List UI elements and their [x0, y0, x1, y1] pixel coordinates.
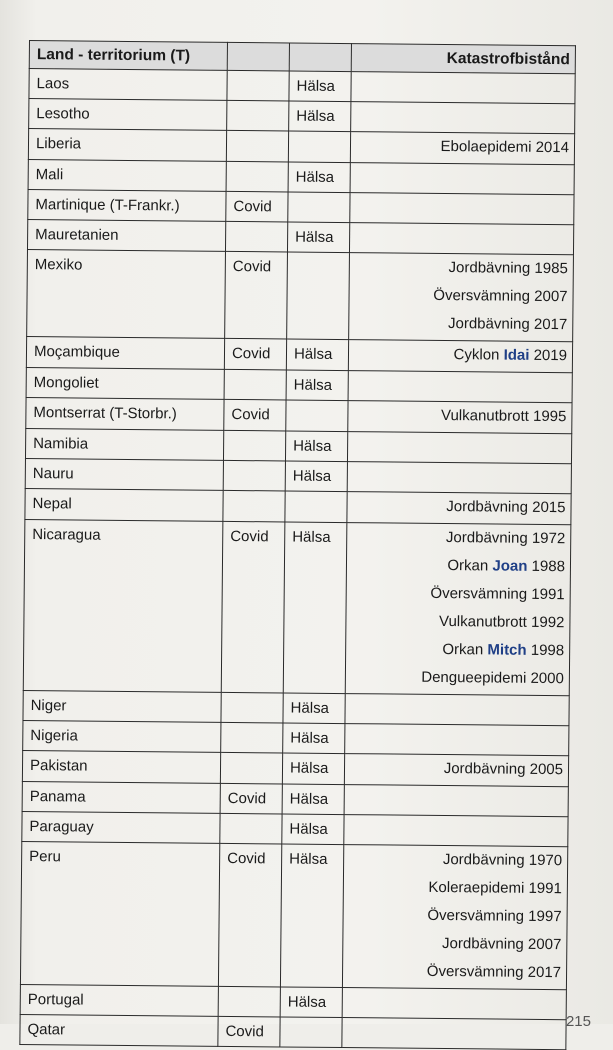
- covid-flag: Covid: [224, 338, 286, 370]
- event-text: Jordbävning 1985: [448, 259, 568, 278]
- country-name: Nigeria: [23, 720, 221, 752]
- country-name: Mali: [28, 159, 226, 191]
- disaster-event: [353, 607, 564, 637]
- country-name: Peru: [20, 841, 219, 986]
- storm-name: Joan: [492, 557, 528, 575]
- country-name: Moçambique: [26, 336, 224, 369]
- disaster-event: [351, 873, 562, 903]
- halsa-flag: Hälsa: [280, 987, 342, 1018]
- halsa-flag: Hälsa: [282, 784, 344, 815]
- country-name: Pakistan: [22, 750, 220, 783]
- country-name: Liberia: [28, 129, 226, 162]
- halsa-flag: Hälsa: [283, 723, 345, 754]
- disaster-event: [350, 901, 561, 931]
- header-land: Land - territorium (T): [29, 41, 227, 71]
- disaster-event: [354, 525, 565, 553]
- disaster-aid-cell: [347, 462, 571, 494]
- disaster-event: [355, 403, 566, 431]
- halsa-flag: Hälsa: [288, 162, 350, 193]
- halsa-flag: [287, 252, 350, 340]
- page-number: 215: [565, 1013, 591, 1030]
- disaster-aid-cell: [351, 102, 575, 134]
- event-text: Översvämning 2017: [426, 962, 562, 982]
- country-name: Laos: [29, 69, 227, 101]
- disaster-event: [351, 847, 562, 875]
- halsa-flag: Hälsa: [285, 461, 347, 492]
- header-halsa: [289, 43, 351, 72]
- event-text: Cyklon: [453, 346, 504, 364]
- disaster-aid-cell: [350, 163, 574, 195]
- disaster-event: [350, 929, 561, 959]
- disaster-aid-cell: [345, 523, 571, 696]
- halsa-flag: Hälsa: [282, 753, 344, 785]
- event-text: Dengueepidemi 2000: [421, 668, 564, 688]
- halsa-flag: [285, 491, 347, 523]
- header-katastrofbistand: Katastrofbistånd: [351, 44, 575, 74]
- disaster-aid-cell: [342, 1018, 566, 1050]
- header-covid: [227, 42, 289, 71]
- event-text: Jordbävning 2007: [441, 935, 562, 954]
- event-text: Översvämning 2007: [433, 286, 568, 306]
- covid-flag: Covid: [224, 399, 286, 431]
- country-name: Qatar: [20, 1014, 218, 1046]
- country-name: Paraguay: [22, 811, 220, 843]
- country-name: Lesotho: [29, 99, 227, 131]
- country-name: Montserrat (T-Storbr.): [26, 397, 224, 430]
- covid-flag: [223, 490, 285, 522]
- disaster-event: [356, 342, 567, 370]
- disaster-event: [354, 551, 565, 581]
- disaster-event: [354, 494, 565, 522]
- country-name: Panama: [22, 781, 220, 813]
- covid-flag: [220, 813, 282, 844]
- covid-flag: [220, 752, 282, 784]
- covid-flag: [223, 430, 285, 461]
- covid-flag: [226, 130, 288, 162]
- table-row: [20, 841, 567, 989]
- table-body: [20, 69, 575, 1050]
- event-text: Vulkanutbrott 1995: [440, 406, 567, 426]
- halsa-flag: Hälsa: [283, 693, 345, 724]
- country-name: Portugal: [20, 984, 218, 1016]
- country-name: Niger: [23, 690, 221, 722]
- disaster-event: [350, 957, 561, 987]
- event-text: Orkan: [447, 557, 493, 575]
- covid-flag: [221, 692, 283, 723]
- disaster-aid-cell: [344, 815, 568, 847]
- halsa-flag: [286, 400, 348, 432]
- disaster-aid-cell: [342, 845, 567, 990]
- halsa-flag: Hälsa: [286, 339, 348, 371]
- covid-flag: Covid: [218, 843, 281, 987]
- covid-flag: [218, 986, 280, 1017]
- covid-flag: [227, 70, 289, 101]
- disaster-event: [354, 579, 565, 609]
- covid-flag: [226, 161, 288, 192]
- storm-name: Mitch: [487, 641, 527, 659]
- event-year: 1998: [526, 641, 565, 660]
- event-text: Jordbävning 1972: [445, 529, 566, 548]
- table-row: [23, 519, 571, 695]
- disaster-event: [356, 309, 567, 339]
- disaster-aid-cell: [344, 785, 568, 817]
- table-row: [27, 249, 574, 341]
- disaster-aid-cell: [351, 72, 575, 104]
- country-name: Mongoliet: [26, 367, 224, 399]
- disaster-event: [356, 281, 567, 311]
- event-text: Jordbävning 2015: [446, 498, 566, 517]
- disaster-aid-cell: [345, 694, 569, 726]
- covid-flag: [223, 460, 285, 491]
- covid-flag: Covid: [220, 783, 282, 814]
- covid-flag: Covid: [221, 521, 285, 693]
- covid-flag: [221, 722, 283, 753]
- halsa-flag: Hälsa: [280, 844, 343, 988]
- event-text: Vulkanutbrott 1992: [438, 612, 565, 632]
- event-text: Jordbävning 2005: [443, 760, 564, 779]
- disaster-aid-cell: [348, 401, 572, 434]
- disaster-aid-cell: [349, 253, 574, 342]
- country-name: Mauretanien: [27, 219, 225, 251]
- halsa-flag: Hälsa: [289, 71, 351, 102]
- disaster-aid-cell: [350, 193, 574, 225]
- disaster-aid-cell: [342, 988, 566, 1020]
- halsa-flag: Hälsa: [285, 431, 347, 462]
- halsa-flag: Hälsa: [287, 222, 349, 253]
- event-text: Översvämning 1991: [430, 584, 565, 604]
- event-year: 2019: [529, 346, 568, 365]
- storm-name: Idai: [503, 346, 530, 364]
- event-year: 1988: [527, 557, 566, 576]
- country-name: Nauru: [25, 458, 223, 490]
- country-name: Mexiko: [27, 249, 226, 338]
- halsa-flag: Hälsa: [286, 370, 348, 401]
- halsa-flag: Hälsa: [283, 522, 347, 694]
- disaster-aid-cell: [347, 492, 571, 525]
- event-text: Orkan: [442, 640, 488, 659]
- halsa-flag: [288, 192, 350, 223]
- event-text: Översvämning 1997: [427, 906, 562, 926]
- covid-flag: Covid: [225, 251, 288, 339]
- event-text: Koleraepidemi 1991: [428, 878, 562, 898]
- disaster-aid-cell: [344, 754, 568, 787]
- halsa-flag: Hälsa: [282, 814, 344, 845]
- table-row: [20, 1014, 566, 1049]
- disaster-aid-cell: [348, 371, 572, 403]
- disaster-event: [353, 635, 564, 665]
- country-name: Nepal: [25, 488, 223, 521]
- country-aid-table: [19, 40, 576, 1050]
- disaster-aid-cell: [350, 132, 574, 165]
- country-name: Namibia: [25, 428, 223, 460]
- disaster-aid-cell: [345, 724, 569, 756]
- disaster-event: [352, 756, 563, 784]
- country-name: Nicaragua: [23, 519, 223, 692]
- halsa-flag: Hälsa: [289, 101, 351, 132]
- disaster-event: [357, 255, 568, 283]
- covid-flag: Covid: [218, 1016, 280, 1047]
- country-name: Martinique (T-Frankr.): [28, 189, 226, 221]
- disaster-aid-cell: [348, 340, 572, 373]
- disaster-event: [353, 663, 564, 693]
- event-text: Jordbävning 2017: [447, 315, 568, 334]
- covid-flag: [224, 369, 286, 400]
- halsa-flag: [288, 131, 350, 163]
- covid-flag: [225, 221, 287, 252]
- halsa-flag: [280, 1017, 342, 1048]
- event-text: Ebolaepidemi 2014: [440, 137, 570, 157]
- disaster-aid-cell: [349, 223, 573, 255]
- covid-flag: [227, 100, 289, 131]
- disaster-aid-cell: [347, 432, 571, 464]
- event-text: Jordbävning 1970: [442, 851, 563, 870]
- disaster-event: [358, 134, 569, 162]
- covid-flag: Covid: [226, 191, 288, 222]
